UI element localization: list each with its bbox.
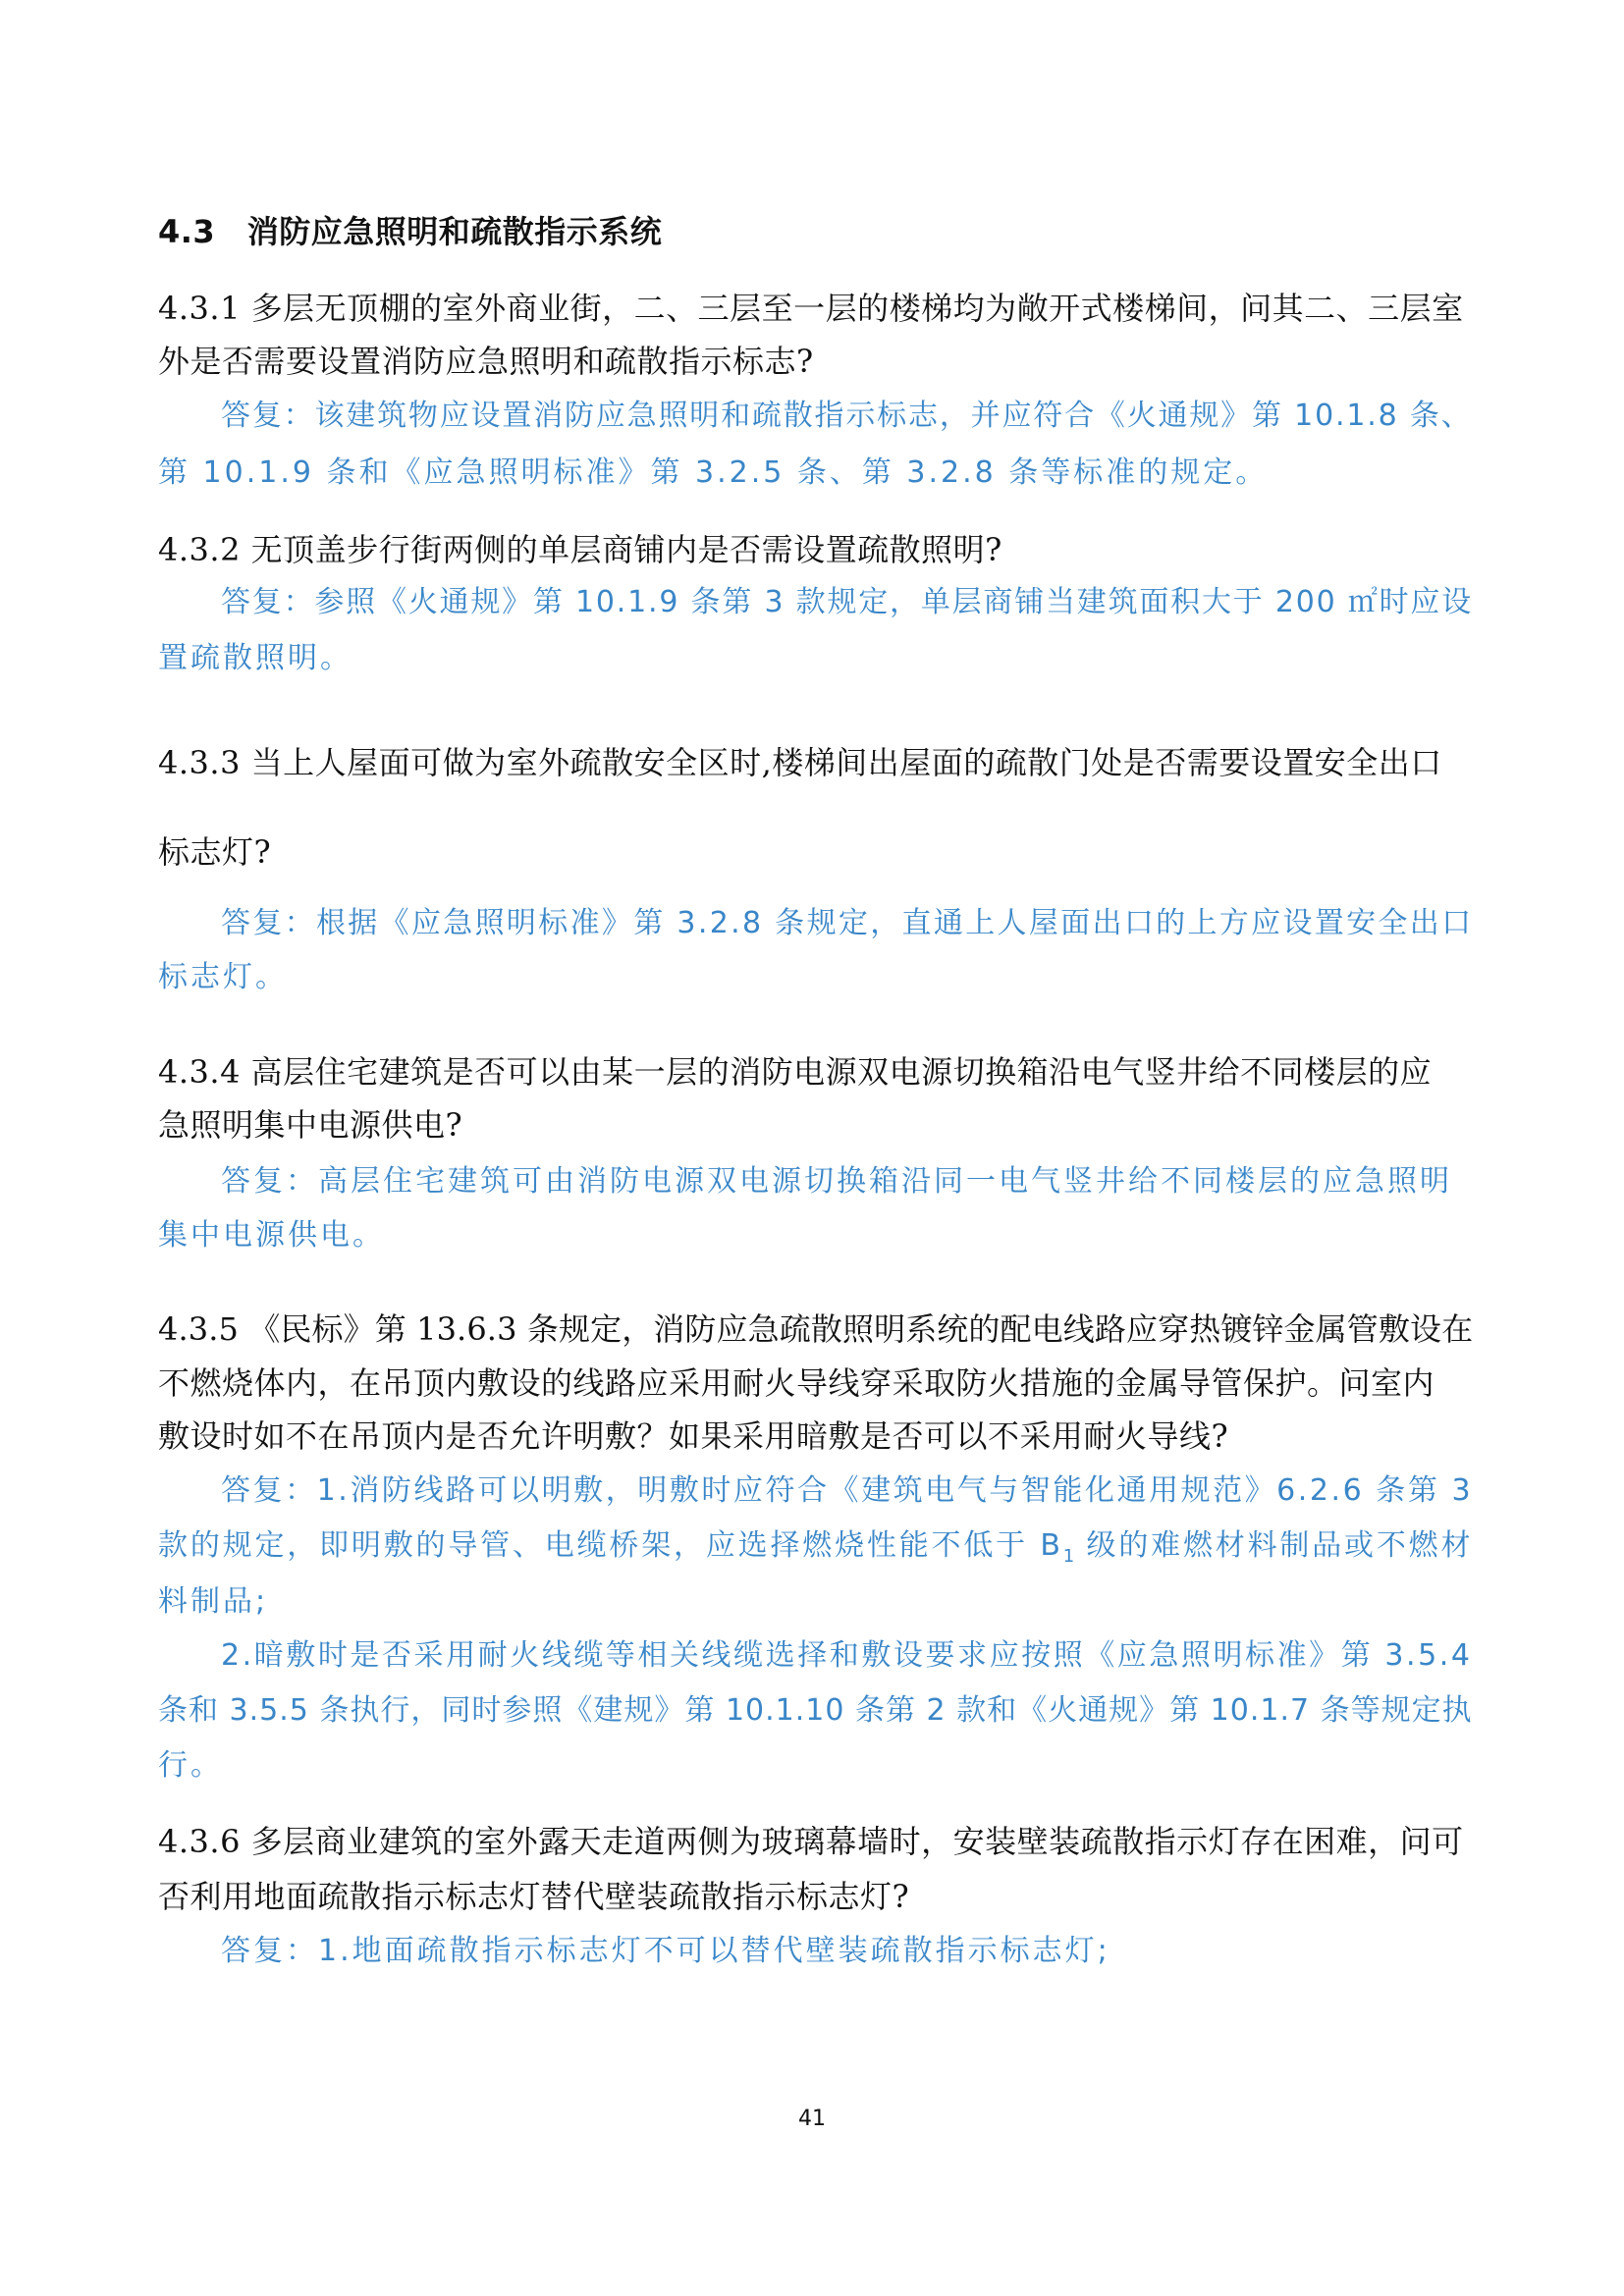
answer-4-3-2-line-1: 答复：参照《火通规》第 10.1.9 条第 3 款规定，单层商铺当建筑面积大于 200 ㎡时应设 [221, 585, 1473, 619]
answer-4-3-5-line-3: 料制品; [158, 1584, 269, 1619]
question-4-3-1-line-2: 外是否需要设置消防应急照明和疏散指示标志? [158, 343, 814, 380]
question-4-3-5-line-2: 不燃烧体内，在吊顶内敷设的线路应采用耐火导线穿采取防火措施的金属导管保护。问室内 [158, 1364, 1435, 1402]
question-4-3-1-line-1: 4.3.1 多层无顶棚的室外商业街，二、三层至一层的楼梯均为敞开式楼梯间，问其二、三层室 [158, 290, 1464, 327]
answer-4-3-5-line-2-tail: 级的难燃材料制品或不燃材 [1074, 1528, 1474, 1563]
question-4-3-5-line-1: 4.3.5 《民标》第 13.6.3 条规定，消防应急疏散照明系统的配电线路应穿热镀锌金属管敷设在 [158, 1310, 1474, 1348]
question-4-3-3-line-1: 4.3.3 当上人屋面可做为室外疏散安全区时,楼梯间出屋面的疏散门处是否需要设置安全出口 [158, 744, 1442, 781]
question-4-3-3-line-2: 标志灯? [158, 833, 272, 871]
answer-4-3-2-line-2: 置疏散照明。 [158, 641, 352, 675]
answer-4-3-6-line-1: 答复：1.地面疏散指示标志灯不可以替代壁装疏散指示标志灯; [221, 1934, 1110, 1968]
answer-4-3-1-line-1: 答复：该建筑物应设置消防应急照明和疏散指示标志，并应符合《火通规》第 10.1.8 条、 [221, 399, 1473, 433]
question-4-3-6-line-2: 否利用地面疏散指示标志灯替代壁装疏散指示标志灯? [158, 1878, 910, 1915]
question-4-3-2-line-1: 4.3.2 无顶盖步行街两侧的单层商铺内是否需设置疏散照明? [158, 531, 1002, 568]
answer-4-3-1-line-2: 第 10.1.9 条和《应急照明标准》第 3.2.5 条、第 3.2.8 条等标准的规定。 [158, 455, 1269, 490]
answer-4-3-3-line-2: 标志灯。 [158, 960, 288, 994]
answer-4-3-4-line-2: 集中电源供电。 [158, 1218, 385, 1253]
answer-4-3-5-line-5: 条和 3.5.5 条执行，同时参照《建规》第 10.1.10 条第 2 款和《火通规》第 10.1.7 条等规定执 [158, 1693, 1473, 1728]
question-4-3-6-line-1: 4.3.6 多层商业建筑的室外露天走道两侧为玻璃幕墙时，安装壁装疏散指示灯存在困难，问可 [158, 1823, 1464, 1860]
question-4-3-4-line-2: 急照明集中电源供电? [158, 1106, 463, 1144]
answer-4-3-5-line-4: 2.暗敷时是否采用耐火线缆等相关线缆选择和敷设要求应按照《应急照明标准》第 3.5.4 [221, 1638, 1473, 1673]
answer-4-3-4-line-1: 答复：高层住宅建筑可由消防电源双电源切换箱沿同一电气竖井给不同楼层的应急照明 [221, 1164, 1452, 1199]
page-number: 41 [798, 2107, 826, 2131]
answer-4-3-3-line-1: 答复：根据《应急照明标准》第 3.2.8 条规定，直通上人屋面出口的上方应设置安全出口 [221, 906, 1474, 940]
answer-4-3-5-line-1: 答复：1.消防线路可以明敷，明敷时应符合《建筑电气与智能化通用规范》6.2.6 条第 3 [221, 1473, 1474, 1508]
question-4-3-5-line-3: 敷设时如不在吊顶内是否允许明敷？如果采用暗敷是否可以不采用耐火导线? [158, 1417, 1229, 1455]
section-title: 4.3 消防应急照明和疏散指示系统 [158, 213, 663, 250]
answer-4-3-5-line-6: 行。 [158, 1748, 223, 1783]
subscript-b1: 1 [1062, 1546, 1075, 1567]
question-4-3-4-line-1: 4.3.4 高层住宅建筑是否可以由某一层的消防电源双电源切换箱沿电气竖井给不同楼层的应 [158, 1053, 1433, 1091]
answer-4-3-5-line-2 [158, 1526, 1473, 1576]
answer-4-3-5-line-2-text: 款的规定，即明敷的导管、电缆桥架，应选择燃烧性能不低于 B [158, 1528, 1063, 1563]
